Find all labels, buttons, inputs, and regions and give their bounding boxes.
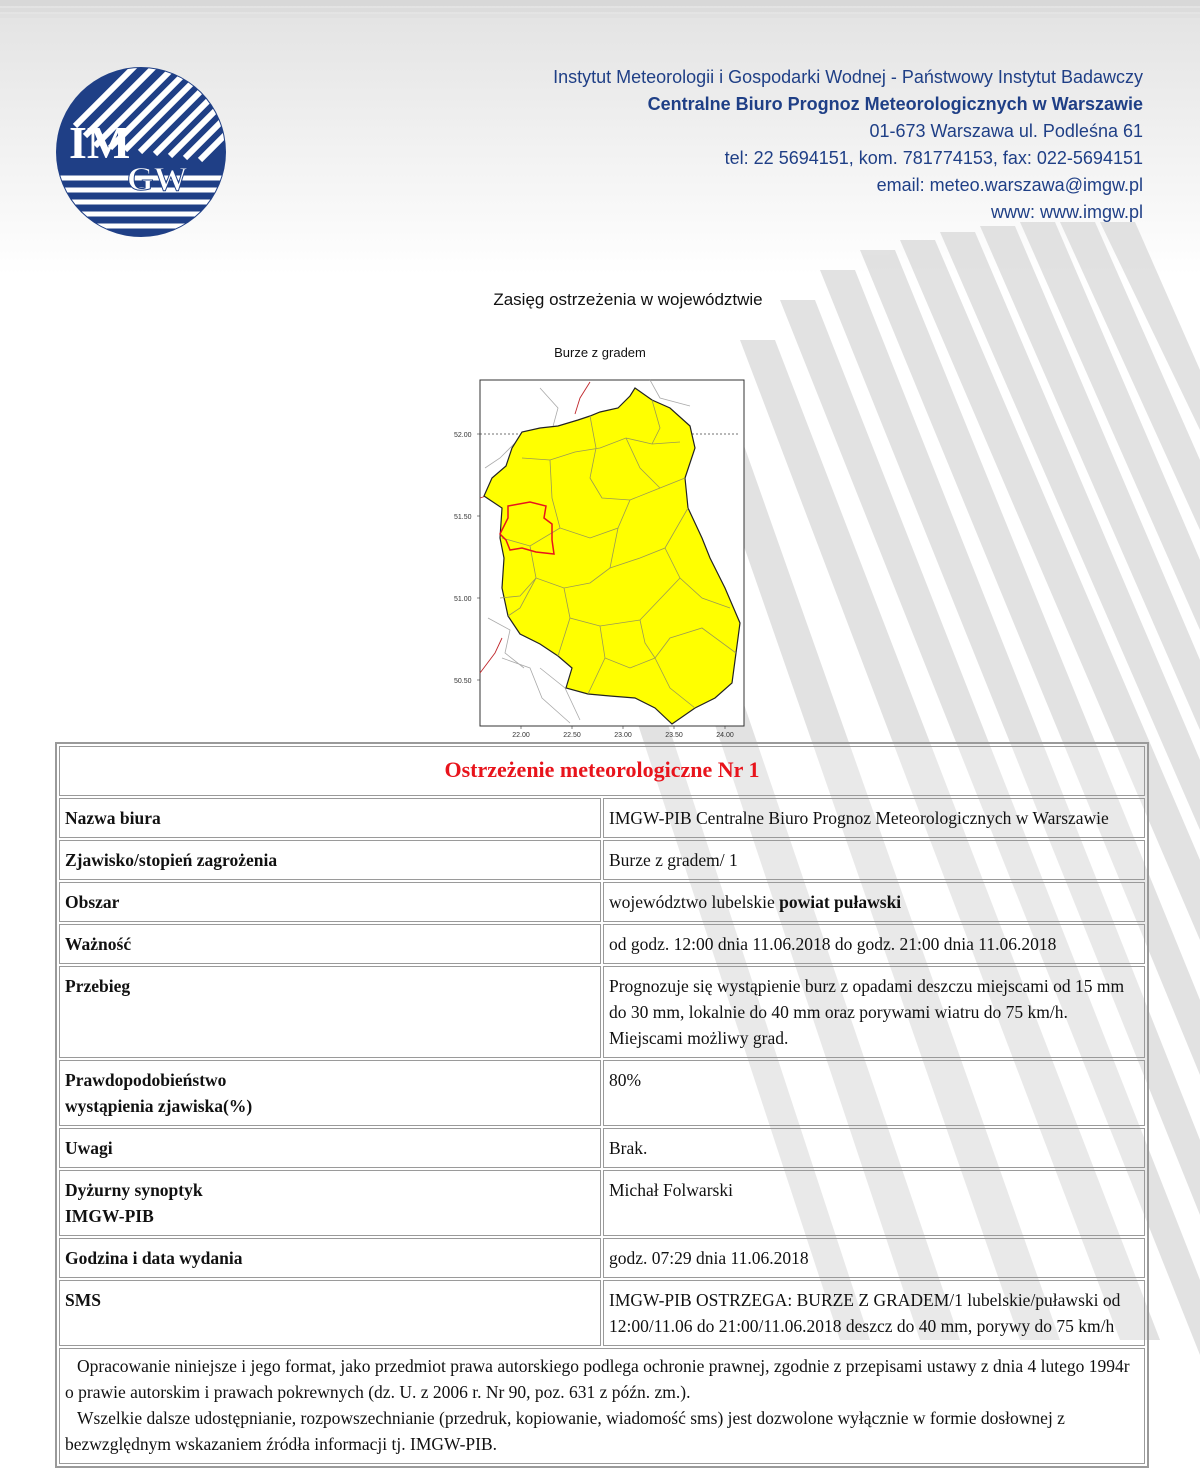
probability-label (59, 1060, 601, 1126)
x-tick-label: 23.00 (614, 732, 632, 739)
y-tick-label: 51.50 (454, 514, 472, 521)
phenomenon-value: Burze z gradem/ 1 (603, 840, 1145, 880)
logo-text-bottom: GW (127, 161, 188, 198)
area-county: powiat puławski (779, 892, 902, 912)
course-label: Przebieg (59, 966, 601, 1058)
forecaster-label (59, 1170, 601, 1236)
phone: tel: 22 5694151, kom. 781774153, fax: 022-5694151 (724, 148, 1143, 168)
y-tick-label: 50.50 (454, 678, 472, 685)
table-row (59, 1280, 1145, 1346)
table-row (59, 1238, 1145, 1278)
issued-label: Godzina i data wydania (59, 1238, 601, 1278)
logo-text-top: IM (69, 117, 131, 168)
x-tick-label: 23.50 (665, 732, 683, 739)
map-subtitle: Burze z gradem (554, 345, 646, 360)
table-row (59, 924, 1145, 964)
y-tick-label: 51.00 (454, 596, 472, 603)
remarks-label: Uwagi (59, 1128, 601, 1168)
phenomenon-label: Zjawisko/stopień zagrożenia (59, 840, 601, 880)
area-label: Obszar (59, 882, 601, 922)
y-tick-label: 52.00 (454, 432, 472, 439)
copyright-note-2: Wszelkie dalsze udostępnianie, rozpowszechnianie (przedruk, kopiowanie, wiadomość sms) jest dozwolone wyłącznie w formie dosłownej z bezwzględnym wskazaniem źródła informacji tj. IMGW-PIB. (65, 1408, 1065, 1454)
office-value: IMGW-PIB Centralne Biuro Prognoz Meteorologicznych w Warszawie (603, 798, 1145, 838)
probability-label-line2: wystąpienia zjawiska(%) (65, 1096, 253, 1116)
warning-table (55, 742, 1149, 1468)
course-value: Prognozuje się wystąpienie burz z opadami deszczu miejscami od 15 mm do 30 mm, lokalnie do 40 mm oraz porywami wiatru do 75 km/h. Miejscami możliwy grad. (603, 966, 1145, 1058)
email[interactable]: email: meteo.warszawa@imgw.pl (876, 175, 1143, 195)
remarks-value: Brak. (603, 1128, 1145, 1168)
table-row (59, 1060, 1145, 1126)
table-row (59, 882, 1145, 922)
table-row (59, 798, 1145, 838)
table-row (59, 966, 1145, 1058)
area-voivodeship: województwo lubelskie (609, 892, 775, 912)
table-row (59, 1170, 1145, 1236)
copyright-footer (59, 1348, 1145, 1464)
map-title: Zasięg ostrzeżenia w województwie (493, 290, 763, 309)
validity-value: od godz. 12:00 dnia 11.06.2018 do godz. 21:00 dnia 11.06.2018 (603, 924, 1145, 964)
bureau-name: Centralne Biuro Prognoz Meteorologicznych w Warszawie (647, 94, 1143, 114)
sms-value: IMGW-PIB OSTRZEGA: BURZE Z GRADEM/1 lubelskie/puławski od 12:00/11.06 do 21:00/11.06.2018 deszcz do 40 mm, porywy do 75 km/h (603, 1280, 1145, 1346)
website[interactable]: www: www.imgw.pl (990, 202, 1143, 222)
warning-map (440, 368, 760, 746)
area-value (603, 882, 1145, 922)
x-tick-label: 22.00 (512, 732, 530, 739)
forecaster-label-line1: Dyżurny synoptyk (65, 1180, 203, 1200)
forecaster-value: Michał Folwarski (603, 1170, 1145, 1236)
institute-header (383, 64, 1143, 226)
probability-label-line1: Prawdopodobieństwo (65, 1070, 227, 1090)
office-label: Nazwa biura (59, 798, 601, 838)
forecaster-label-line2: IMGW-PIB (65, 1206, 154, 1226)
warning-title: Ostrzeżenie meteorologiczne Nr 1 (59, 746, 1145, 796)
institute-name: Instytut Meteorologii i Gospodarki Wodnej - Państwowy Instytut Badawczy (553, 67, 1143, 87)
validity-label: Ważność (59, 924, 601, 964)
probability-value: 80% (603, 1060, 1145, 1126)
imgw-logo (55, 66, 227, 238)
table-row (59, 1128, 1145, 1168)
x-tick-label: 22.50 (563, 732, 581, 739)
address: 01-673 Warszawa ul. Podleśna 61 (869, 121, 1143, 141)
table-row (59, 840, 1145, 880)
x-tick-label: 24.00 (716, 732, 734, 739)
copyright-note-1: Opracowanie niniejsze i jego format, jako przedmiot prawa autorskiego podlega ochronie prawnej, zgodnie z przepisami ustawy z dnia 4 lutego 1994r o prawie autorskim i prawach pokrewnych (dz. U. z 2006 r. Nr 90, poz. 631 z późn. zm.). (65, 1356, 1130, 1402)
sms-label: SMS (59, 1280, 601, 1346)
issued-value: godz. 07:29 dnia 11.06.2018 (603, 1238, 1145, 1278)
